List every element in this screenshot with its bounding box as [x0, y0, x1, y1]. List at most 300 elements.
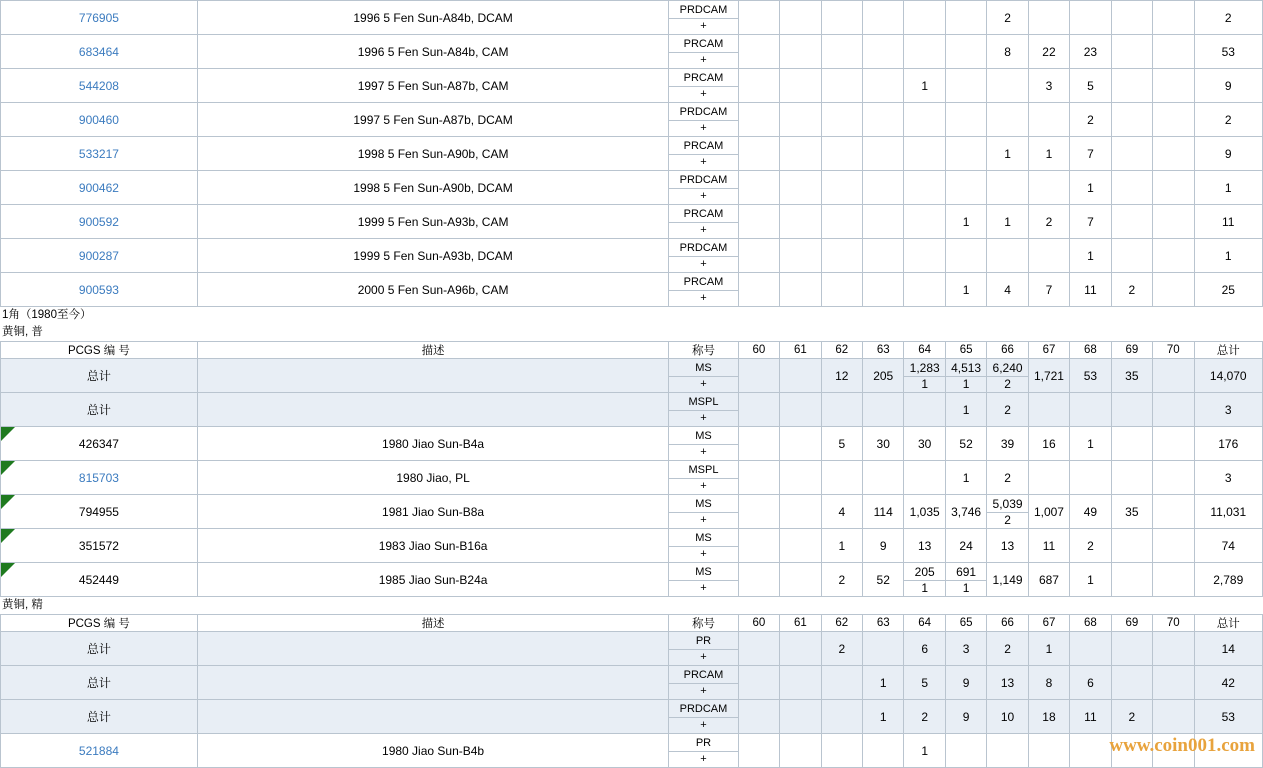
grade-cell-65 [945, 1, 986, 35]
grade-cell-64 [904, 103, 945, 137]
grade-cell-61 [780, 700, 821, 734]
header-grade-69: 69 [1111, 342, 1152, 359]
grade-cell-61 [780, 734, 821, 768]
header-grade-68: 68 [1070, 342, 1111, 359]
grade-cell-66 [987, 103, 1028, 137]
table-row [1, 239, 1263, 273]
pcgs-number-link[interactable]: 900593 [78, 282, 119, 297]
grade-cell-63 [863, 137, 904, 171]
grade-cell-62 [821, 700, 862, 734]
header-pcgs-number: PCGS 编 号 [1, 342, 198, 359]
grade-cell-64 [904, 239, 945, 273]
grade-cell-64: 1 [904, 734, 945, 768]
grade-cell-68: 1 [1070, 171, 1111, 205]
description-cell: 1998 5 Fen Sun-A90b, CAM [197, 137, 668, 171]
table-row [1, 563, 1263, 597]
column-header-row [1, 342, 1263, 359]
grade-cell-61 [780, 666, 821, 700]
header-grade-63: 63 [863, 615, 904, 632]
grade-cell-65: 1 [945, 393, 986, 427]
designation-label: PRDCAM [669, 701, 737, 718]
designation-cell [669, 359, 738, 393]
pcgs-number-cell [1, 1, 198, 35]
pcgs-number-cell [1, 734, 198, 768]
designation-label: PRDCAM [669, 172, 737, 189]
header-grade-66: 66 [987, 615, 1028, 632]
pcgs-number-cell [1, 461, 198, 495]
grade-cell-66: 2 [987, 393, 1028, 427]
grade-cell-68: 2 [1070, 103, 1111, 137]
designation-plus: + [700, 121, 707, 134]
grade-cell-67 [1028, 734, 1069, 768]
description-cell: 1980 Jiao Sun-B4a [197, 427, 668, 461]
grade-cell-63 [863, 734, 904, 768]
grade-cell-66: 39 [987, 427, 1028, 461]
grade-cell-61 [780, 359, 821, 393]
row-total-cell: 3 [1194, 393, 1263, 427]
grade-cell-62: 5 [821, 427, 862, 461]
grade-cell-68 [1070, 1, 1111, 35]
designation-cell [669, 632, 738, 666]
grade-cell-67 [1028, 171, 1069, 205]
designation-plus: + [700, 581, 707, 594]
grade-cell-64 [904, 35, 945, 69]
grade-cell-63 [863, 171, 904, 205]
grade-cell-69 [1111, 35, 1152, 69]
grade-cell-60 [738, 495, 779, 529]
row-total-cell: 1 [1194, 239, 1263, 273]
grade-cell-68: 11 [1070, 273, 1111, 307]
grade-plus-value: 2 [1004, 512, 1011, 527]
grade-cell-67 [1028, 1, 1069, 35]
pcgs-number-cell [1, 700, 198, 734]
grade-cell-60 [738, 137, 779, 171]
grade-cell-69 [1111, 666, 1152, 700]
pcgs-number-link[interactable]: 815703 [78, 470, 119, 485]
grade-value: 5,039 [987, 496, 1027, 513]
section-title-brass-circulation: 黄铜, 普 [2, 326, 43, 338]
pcgs-number-cell [1, 666, 198, 700]
grade-cell-62: 12 [821, 359, 862, 393]
designation-cell [669, 495, 738, 529]
pcgs-number: 794955 [78, 504, 119, 519]
header-pcgs-number: PCGS 编 号 [1, 615, 198, 632]
grade-cell-60 [738, 700, 779, 734]
grade-value: 4,513 [946, 360, 986, 377]
designation-plus: + [700, 718, 707, 731]
grade-cell-68: 53 [1070, 359, 1111, 393]
table-row [1, 35, 1263, 69]
header-designation: 称号 [669, 342, 738, 359]
pcgs-number-link[interactable]: 900462 [78, 180, 119, 195]
grade-cell-69 [1111, 69, 1152, 103]
grade-cell-64 [904, 273, 945, 307]
pcgs-number-link[interactable]: 900287 [78, 248, 119, 263]
designation-cell [669, 1, 738, 35]
header-grade-70: 70 [1153, 342, 1194, 359]
header-grade-66: 66 [987, 342, 1028, 359]
pcgs-number-cell [1, 495, 198, 529]
designation-label: PR [669, 735, 737, 752]
grade-cell-61 [780, 529, 821, 563]
grade-cell-63 [863, 632, 904, 666]
designation-label: PRCAM [669, 36, 737, 53]
grade-cell-68: 1 [1070, 427, 1111, 461]
grade-cell-60 [738, 1, 779, 35]
designation-label: MS [669, 360, 737, 377]
description-cell [197, 359, 668, 393]
designation-label: PR [669, 633, 737, 650]
grade-cell-61 [780, 632, 821, 666]
grade-cell-60 [738, 461, 779, 495]
grade-cell-64 [904, 205, 945, 239]
table-row [1, 427, 1263, 461]
pcgs-number-link[interactable]: 900460 [78, 112, 119, 127]
grade-cell-61 [780, 1, 821, 35]
row-total-cell: 14 [1194, 632, 1263, 666]
grade-plus-value: 1 [962, 376, 970, 391]
grade-cell-66 [987, 495, 1028, 529]
grade-cell-64: 13 [904, 529, 945, 563]
designation-cell [669, 700, 738, 734]
grade-cell-62 [821, 103, 862, 137]
description-cell: 1997 5 Fen Sun-A87b, CAM [197, 69, 668, 103]
pcgs-number: 426347 [78, 436, 119, 451]
grade-cell-67: 11 [1028, 529, 1069, 563]
pcgs-number-link[interactable]: 683464 [78, 44, 119, 59]
designation-plus: + [700, 19, 707, 32]
grade-cell-67: 7 [1028, 273, 1069, 307]
grade-cell-67: 16 [1028, 427, 1069, 461]
grade-cell-65: 1 [945, 461, 986, 495]
grade-value: 691 [946, 564, 986, 581]
grade-cell-70 [1153, 205, 1194, 239]
description-cell: 1999 5 Fen Sun-A93b, DCAM [197, 239, 668, 273]
grade-cell-65: 3,746 [945, 495, 986, 529]
grade-cell-61 [780, 137, 821, 171]
designation-plus: + [700, 53, 707, 66]
pcgs-number-link[interactable]: 521884 [78, 743, 119, 758]
grade-value: 1,283 [904, 360, 944, 377]
pcgs-number-cell [1, 103, 198, 137]
row-total-cell: 74 [1194, 529, 1263, 563]
designation-label: PRDCAM [669, 104, 737, 121]
grade-cell-65: 3 [945, 632, 986, 666]
grade-cell-70 [1153, 273, 1194, 307]
grade-cell-60 [738, 393, 779, 427]
row-total-cell: 2,789 [1194, 563, 1263, 597]
designation-plus: + [700, 411, 707, 424]
pcgs-number-link[interactable]: 900592 [78, 214, 119, 229]
header-grade-63: 63 [863, 342, 904, 359]
description-cell: 1998 5 Fen Sun-A90b, DCAM [197, 171, 668, 205]
row-total-cell: 53 [1194, 700, 1263, 734]
designation-cell [669, 734, 738, 768]
grade-cell-70 [1153, 666, 1194, 700]
grade-cell-68: 23 [1070, 35, 1111, 69]
grade-cell-62 [821, 171, 862, 205]
grade-value: 6,240 [987, 360, 1027, 377]
grade-cell-60 [738, 103, 779, 137]
grade-cell-67: 3 [1028, 69, 1069, 103]
grade-cell-65 [945, 69, 986, 103]
description-cell: 1985 Jiao Sun-B24a [197, 563, 668, 597]
row-total-cell: 53 [1194, 35, 1263, 69]
grade-cell-68 [1070, 393, 1111, 427]
pcgs-number-link[interactable]: 533217 [78, 146, 119, 161]
grade-cell-64: 1 [904, 69, 945, 103]
pcgs-number-link[interactable]: 776905 [78, 10, 119, 25]
grade-cell-62 [821, 1, 862, 35]
header-grade-64: 64 [904, 342, 945, 359]
header-grade-68: 68 [1070, 615, 1111, 632]
grade-cell-67: 2 [1028, 205, 1069, 239]
grade-cell-66: 2 [987, 632, 1028, 666]
designation-label: MS [669, 496, 737, 513]
grade-cell-69 [1111, 103, 1152, 137]
designation-cell [669, 69, 738, 103]
designation-label: PRDCAM [669, 2, 737, 19]
description-cell [197, 632, 668, 666]
grade-cell-63: 1 [863, 666, 904, 700]
table-row [1, 273, 1263, 307]
grade-cell-69 [1111, 239, 1152, 273]
grade-cell-67: 8 [1028, 666, 1069, 700]
header-grade-62: 62 [821, 342, 862, 359]
grade-cell-62 [821, 239, 862, 273]
pcgs-number-cell [1, 529, 198, 563]
grade-plus-value: 1 [921, 580, 928, 595]
grade-cell-67: 18 [1028, 700, 1069, 734]
table-row [1, 529, 1263, 563]
designation-plus: + [700, 650, 707, 663]
grade-cell-66: 2 [987, 461, 1028, 495]
grade-cell-60 [738, 632, 779, 666]
grade-cell-63 [863, 69, 904, 103]
table-row [1, 171, 1263, 205]
row-total-cell: 11,031 [1194, 495, 1263, 529]
grade-cell-70 [1153, 632, 1194, 666]
header-grade-60: 60 [738, 342, 779, 359]
grade-cell-63 [863, 1, 904, 35]
grade-cell-60 [738, 273, 779, 307]
grade-cell-63: 9 [863, 529, 904, 563]
grade-cell-68 [1070, 632, 1111, 666]
grade-cell-61 [780, 393, 821, 427]
grade-cell-67: 1,721 [1028, 359, 1069, 393]
grade-cell-68: 7 [1070, 137, 1111, 171]
grade-cell-68: 2 [1070, 529, 1111, 563]
designation-cell [669, 393, 738, 427]
designation-cell [669, 666, 738, 700]
grade-cell-69 [1111, 171, 1152, 205]
total-row [1, 666, 1263, 700]
grade-cell-67: 687 [1028, 563, 1069, 597]
grade-cell-61 [780, 563, 821, 597]
grade-cell-66: 13 [987, 529, 1028, 563]
header-total: 总计 [1194, 615, 1263, 632]
grade-cell-61 [780, 427, 821, 461]
grade-cell-62 [821, 205, 862, 239]
grade-cell-70 [1153, 700, 1194, 734]
row-total-cell: 1 [1194, 171, 1263, 205]
grade-cell-63: 205 [863, 359, 904, 393]
grade-cell-63 [863, 205, 904, 239]
population-table [0, 341, 1263, 597]
grade-cell-65 [945, 359, 986, 393]
description-cell: 1983 Jiao Sun-B16a [197, 529, 668, 563]
grade-cell-65: 1 [945, 273, 986, 307]
table-row [1, 495, 1263, 529]
grade-cell-68 [1070, 734, 1111, 768]
row-total-cell: 9 [1194, 69, 1263, 103]
grade-cell-65 [945, 171, 986, 205]
grade-cell-63 [863, 239, 904, 273]
grade-cell-61 [780, 205, 821, 239]
designation-plus: + [700, 513, 707, 526]
pcgs-number-cell [1, 69, 198, 103]
header-grade-65: 65 [945, 342, 986, 359]
designation-label: PRDCAM [669, 240, 737, 257]
grade-cell-60 [738, 239, 779, 273]
grade-cell-67: 1,007 [1028, 495, 1069, 529]
grade-cell-66 [987, 239, 1028, 273]
total-row [1, 700, 1263, 734]
grade-plus-value: 1 [962, 580, 970, 595]
designation-plus: + [700, 291, 707, 304]
designation-plus: + [700, 257, 707, 270]
grade-cell-65 [945, 563, 986, 597]
pcgs-number-cell [1, 239, 198, 273]
designation-cell [669, 427, 738, 461]
grade-cell-67: 1 [1028, 632, 1069, 666]
pcgs-number: 351572 [78, 538, 119, 553]
grade-cell-64: 6 [904, 632, 945, 666]
designation-plus: + [700, 87, 707, 100]
pcgs-number-cell [1, 205, 198, 239]
total-row [1, 393, 1263, 427]
total-row [1, 359, 1263, 393]
grade-cell-69 [1111, 1, 1152, 35]
header-description: 描述 [197, 615, 668, 632]
grade-cell-69 [1111, 393, 1152, 427]
description-cell: 1980 Jiao, PL [197, 461, 668, 495]
designation-cell [669, 171, 738, 205]
header-description: 描述 [197, 342, 668, 359]
grade-cell-70 [1153, 461, 1194, 495]
header-grade-61: 61 [780, 615, 821, 632]
grade-cell-63 [863, 103, 904, 137]
table-row [1, 1, 1263, 35]
designation-label: PRCAM [669, 206, 737, 223]
grade-cell-62 [821, 69, 862, 103]
pcgs-number-link[interactable]: 544208 [78, 78, 119, 93]
grade-cell-69 [1111, 529, 1152, 563]
description-cell: 1980 Jiao Sun-B4b [197, 734, 668, 768]
grade-cell-65 [945, 103, 986, 137]
grade-cell-69 [1111, 632, 1152, 666]
grade-cell-69 [1111, 205, 1152, 239]
grade-cell-64 [904, 171, 945, 205]
pcgs-number-cell [1, 632, 198, 666]
grade-cell-70 [1153, 1, 1194, 35]
section-title-jiao: 1角（1980至今） [2, 309, 92, 321]
grade-cell-66: 13 [987, 666, 1028, 700]
total-label: 总计 [86, 642, 111, 656]
total-label: 总计 [86, 676, 111, 690]
grade-cell-68: 1 [1070, 239, 1111, 273]
total-label: 总计 [86, 369, 111, 383]
row-total-cell: 14,070 [1194, 359, 1263, 393]
grade-cell-67 [1028, 103, 1069, 137]
grade-cell-61 [780, 103, 821, 137]
grade-cell-69 [1111, 734, 1152, 768]
table-row [1, 461, 1263, 495]
description-cell: 1996 5 Fen Sun-A84b, CAM [197, 35, 668, 69]
designation-label: PRCAM [669, 274, 737, 291]
grade-cell-61 [780, 273, 821, 307]
grade-cell-68: 49 [1070, 495, 1111, 529]
grade-cell-70 [1153, 137, 1194, 171]
total-label: 总计 [86, 710, 111, 724]
grade-cell-68: 7 [1070, 205, 1111, 239]
grade-cell-69 [1111, 563, 1152, 597]
description-cell [197, 666, 668, 700]
grade-cell-65 [945, 35, 986, 69]
grade-cell-60 [738, 666, 779, 700]
grade-cell-63: 1 [863, 700, 904, 734]
grade-cell-64: 30 [904, 427, 945, 461]
designation-plus: + [700, 223, 707, 236]
grade-cell-66 [987, 69, 1028, 103]
grade-cell-62: 1 [821, 529, 862, 563]
grade-cell-66 [987, 734, 1028, 768]
designation-plus: + [700, 189, 707, 202]
grade-cell-62: 4 [821, 495, 862, 529]
header-grade-70: 70 [1153, 615, 1194, 632]
designation-plus: + [700, 547, 707, 560]
grade-cell-67: 22 [1028, 35, 1069, 69]
designation-cell [669, 563, 738, 597]
grade-cell-60 [738, 359, 779, 393]
grade-cell-70 [1153, 359, 1194, 393]
grade-cell-66: 4 [987, 273, 1028, 307]
pcgs-number-cell [1, 171, 198, 205]
designation-cell [669, 205, 738, 239]
table-row [1, 734, 1263, 768]
grade-cell-65: 1 [945, 205, 986, 239]
grade-cell-68 [1070, 461, 1111, 495]
grade-cell-63 [863, 35, 904, 69]
pcgs-number-cell [1, 273, 198, 307]
grade-cell-69 [1111, 137, 1152, 171]
grade-cell-65 [945, 239, 986, 273]
row-total-cell: 9 [1194, 137, 1263, 171]
pcgs-number-cell [1, 393, 198, 427]
grade-cell-62 [821, 461, 862, 495]
grade-cell-70 [1153, 495, 1194, 529]
grade-cell-60 [738, 734, 779, 768]
grade-cell-69 [1111, 461, 1152, 495]
grade-cell-66: 8 [987, 35, 1028, 69]
designation-label: MS [669, 564, 737, 581]
column-header-row [1, 615, 1263, 632]
grade-cell-63: 114 [863, 495, 904, 529]
grade-cell-62: 2 [821, 563, 862, 597]
grade-cell-62 [821, 273, 862, 307]
grade-cell-69: 2 [1111, 273, 1152, 307]
header-grade-64: 64 [904, 615, 945, 632]
